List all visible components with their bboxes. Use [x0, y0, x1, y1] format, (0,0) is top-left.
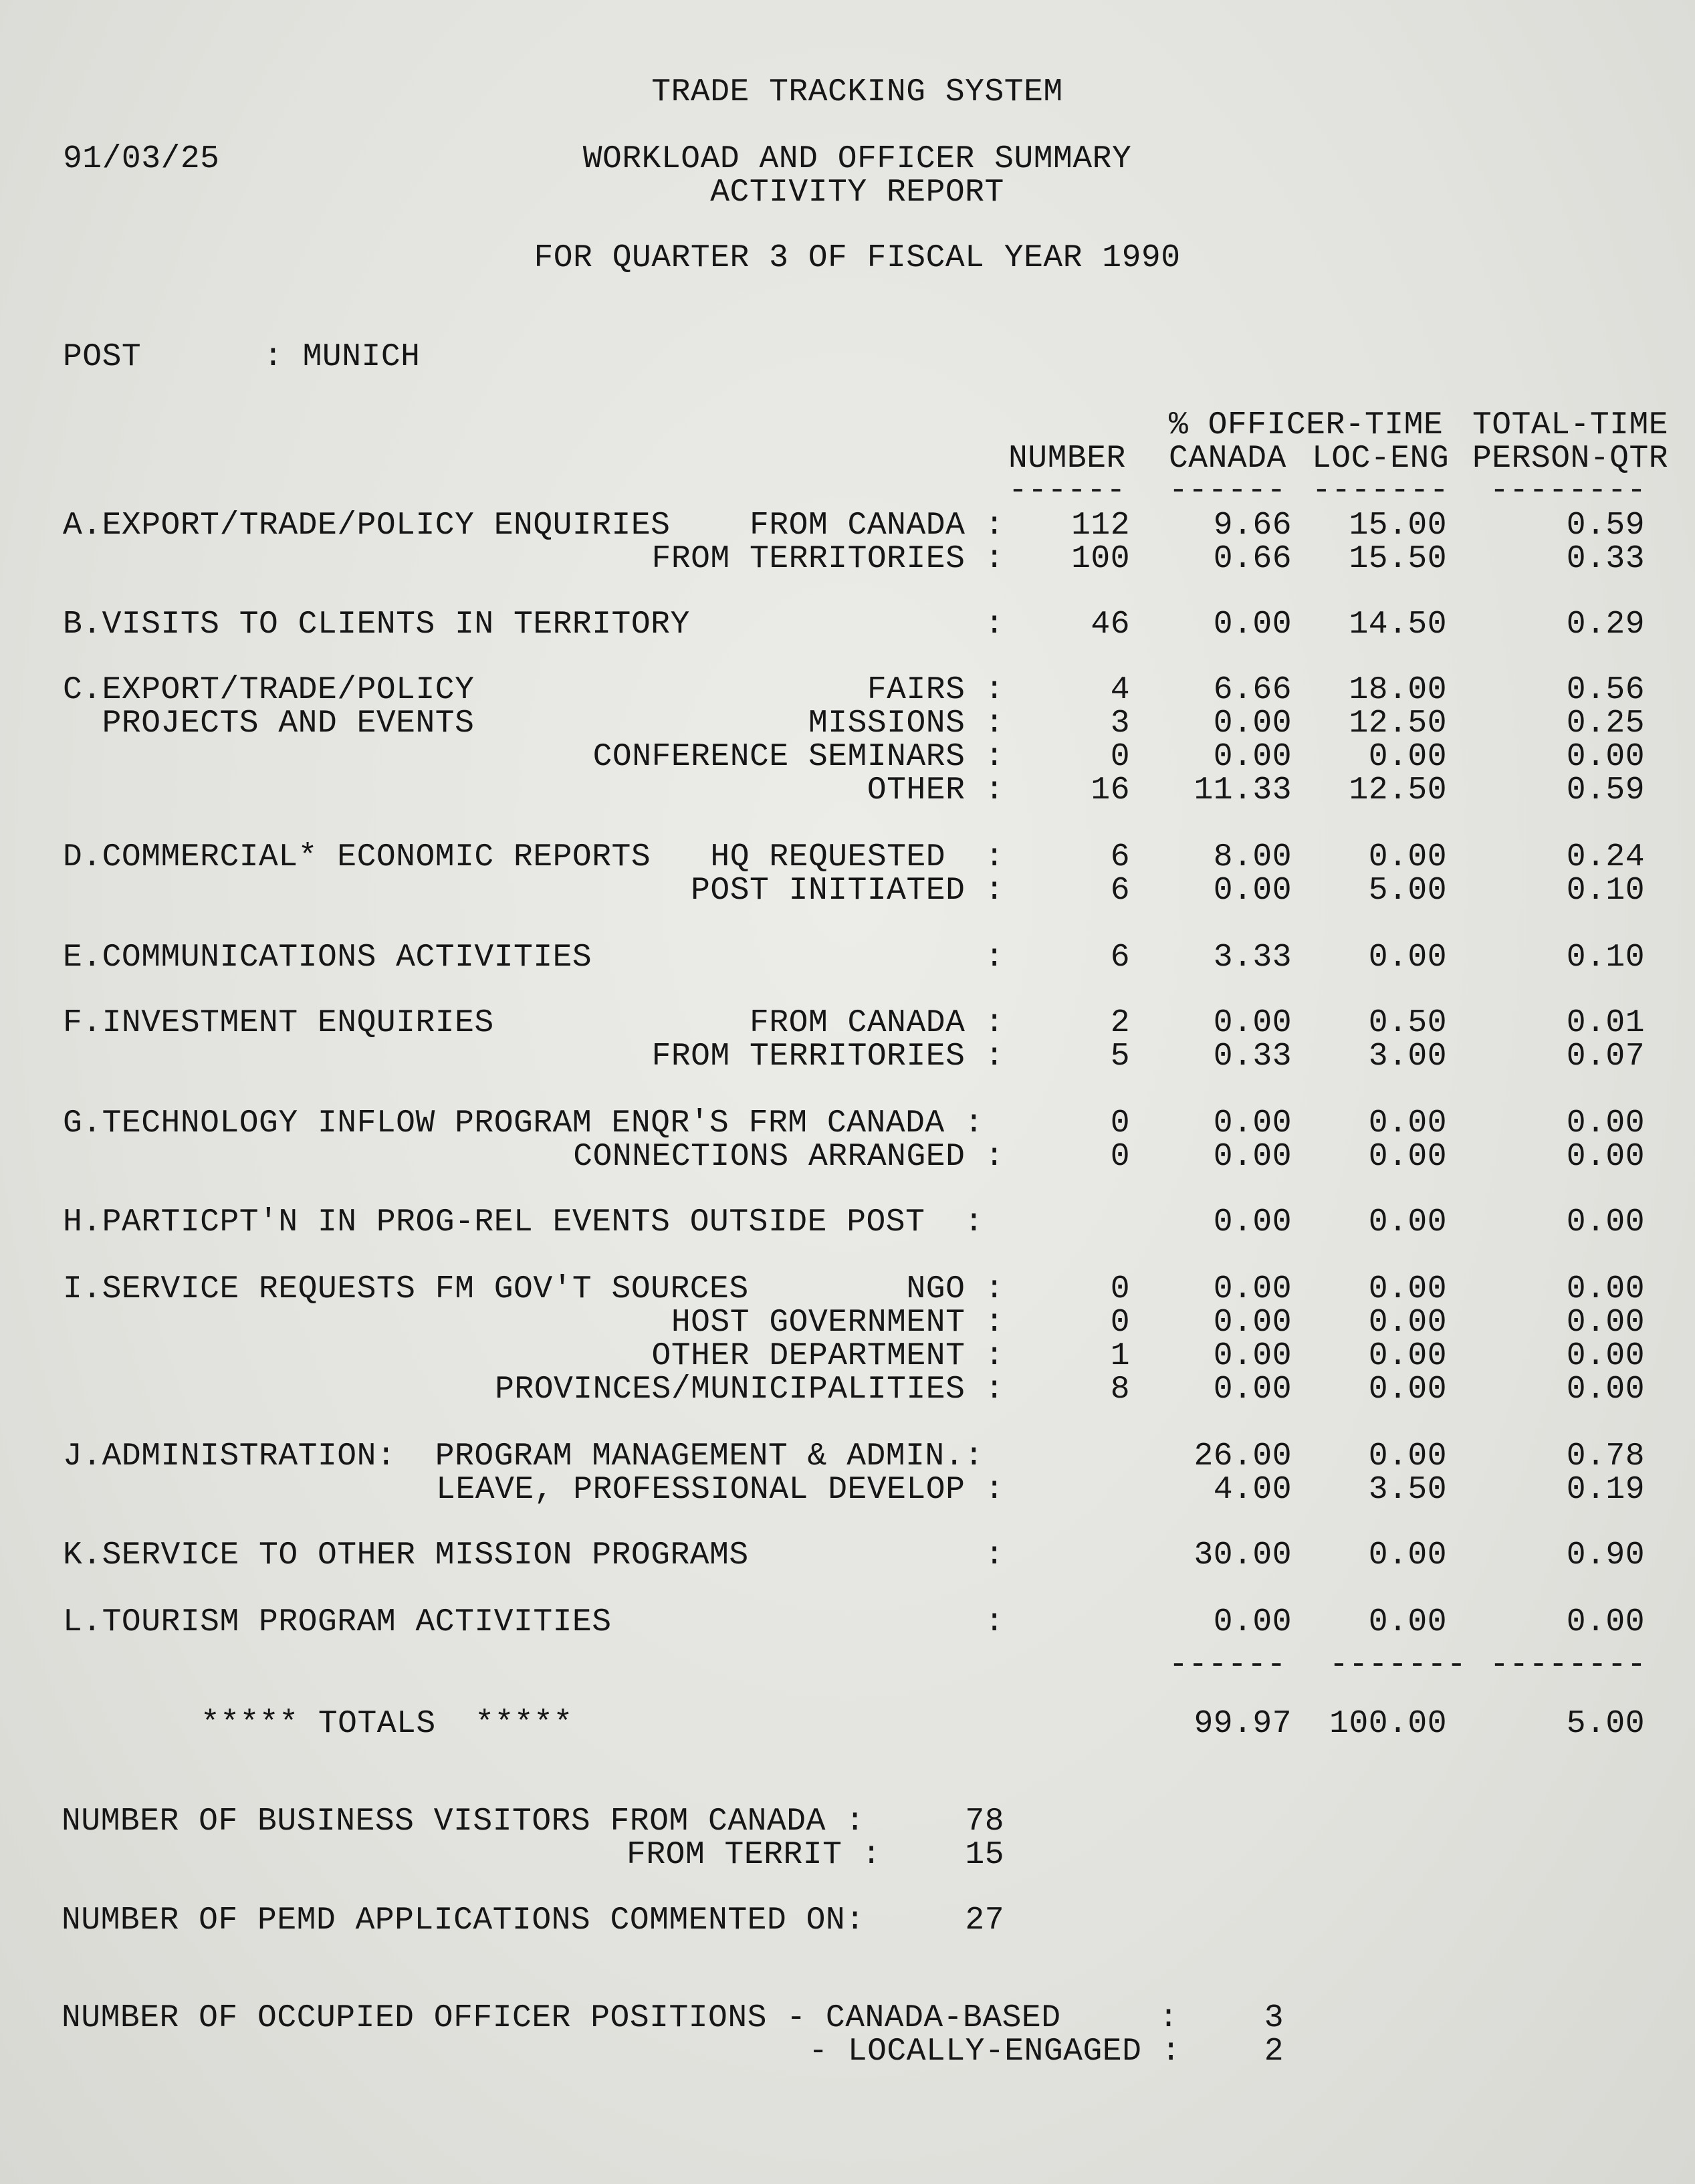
row-canada-pct: 8.00	[1213, 839, 1292, 875]
row-number: 2	[1110, 1005, 1130, 1041]
row-number: 0	[1110, 1105, 1130, 1141]
row-sub-label: :	[984, 1604, 1004, 1640]
row-loceng-pct: 15.50	[1349, 541, 1447, 577]
row-number: 112	[1071, 508, 1130, 544]
row-canada-pct: 0.00	[1213, 705, 1292, 742]
row-loceng-pct: 12.50	[1349, 705, 1447, 742]
row-loceng-pct: 5.00	[1368, 873, 1447, 909]
loceng-rule: -------	[1312, 473, 1450, 509]
totals-loceng-rule: -------	[1329, 1647, 1467, 1683]
row-person-qtr: 0.00	[1566, 739, 1645, 775]
row-sub-label: CONNECTIONS ARRANGED :	[573, 1139, 1004, 1175]
row-canada-pct: 6.66	[1213, 672, 1292, 708]
row-section-label: D.COMMERCIAL* ECONOMIC REPORTS	[63, 839, 651, 875]
row-loceng-pct: 14.50	[1349, 607, 1447, 643]
row-canada-pct: 4.00	[1213, 1472, 1292, 1508]
row-sub-label: FROM TERRITORIES :	[651, 1039, 1004, 1075]
row-person-qtr: 0.10	[1566, 940, 1645, 976]
row-section-label: F.INVESTMENT ENQUIRIES	[63, 1005, 494, 1041]
report-subtitle: ACTIVITY REPORT	[710, 175, 1004, 211]
row-loceng-pct: 0.00	[1368, 1537, 1447, 1573]
row-number: 0	[1110, 739, 1130, 775]
row-sub-label: HQ REQUESTED :	[710, 839, 1004, 875]
row-sub-label: HOST GOVERNMENT :	[671, 1305, 1004, 1341]
row-loceng-pct: 18.00	[1349, 672, 1447, 708]
row-section-label: PROJECTS AND EVENTS	[63, 705, 475, 742]
visitors-from-canada: 78	[965, 1804, 1004, 1840]
row-loceng-pct: 0.00	[1368, 940, 1447, 976]
row-loceng-pct: 0.00	[1368, 1604, 1447, 1640]
row-section-label: C.EXPORT/TRADE/POLICY	[63, 672, 475, 708]
row-sub-label: OTHER :	[867, 772, 1004, 808]
system-title: TRADE TRACKING SYSTEM	[651, 74, 1063, 110]
row-canada-pct: 0.66	[1213, 541, 1292, 577]
row-loceng-pct: 12.50	[1349, 772, 1447, 808]
positions-label: NUMBER OF OCCUPIED OFFICER POSITIONS - CANADA-BASED :	[62, 2000, 1179, 2036]
row-loceng-pct: 15.00	[1349, 508, 1447, 544]
row-canada-pct: 30.00	[1194, 1537, 1292, 1573]
row-section-label: B.VISITS TO CLIENTS IN TERRITORY	[63, 607, 690, 643]
row-loceng-pct: 3.50	[1368, 1472, 1447, 1508]
row-number: 3	[1110, 705, 1130, 742]
officer-time-header: % OFFICER-TIME	[1169, 407, 1444, 443]
row-loceng-pct: 0.50	[1368, 1005, 1447, 1041]
totals-pq-rule: --------	[1490, 1647, 1647, 1683]
report-title: WORKLOAD AND OFFICER SUMMARY	[582, 141, 1132, 177]
row-sub-label: :	[984, 1537, 1004, 1573]
row-number: 0	[1110, 1139, 1130, 1175]
row-canada-pct: 0.33	[1213, 1039, 1292, 1075]
row-sub-label: :	[984, 607, 1004, 643]
row-canada-pct: 0.00	[1213, 1338, 1292, 1374]
row-number: 8	[1110, 1372, 1130, 1408]
row-canada-pct: 0.00	[1213, 1105, 1292, 1141]
row-person-qtr: 0.29	[1566, 607, 1645, 643]
row-person-qtr: 0.33	[1566, 541, 1645, 577]
row-section-label: J.ADMINISTRATION: PROGRAM MANAGEMENT & ADMIN.:	[63, 1438, 984, 1475]
row-sub-label: FAIRS :	[867, 672, 1004, 708]
positions-locally-engaged: 2	[1264, 2034, 1284, 2070]
row-loceng-pct: 0.00	[1368, 1204, 1447, 1240]
row-section-label: K.SERVICE TO OTHER MISSION PROGRAMS	[63, 1537, 749, 1573]
row-loceng-pct: 0.00	[1368, 839, 1447, 875]
totals-label: ***** TOTALS *****	[201, 1706, 573, 1742]
report-period: FOR QUARTER 3 OF FISCAL YEAR 1990	[534, 240, 1181, 276]
canada-header: CANADA	[1169, 441, 1286, 477]
row-canada-pct: 0.00	[1213, 1305, 1292, 1341]
canada-rule: ------	[1169, 473, 1286, 509]
row-canada-pct: 3.33	[1213, 940, 1292, 976]
row-person-qtr: 0.00	[1566, 1338, 1645, 1374]
total-time-header: TOTAL-TIME	[1472, 407, 1669, 443]
row-loceng-pct: 0.00	[1368, 1438, 1447, 1475]
row-person-qtr: 0.90	[1566, 1537, 1645, 1573]
row-section-label: E.COMMUNICATIONS ACTIVITIES	[63, 940, 592, 976]
pemd-label: NUMBER OF PEMD APPLICATIONS COMMENTED ON:	[62, 1902, 865, 1939]
positions-label-local: - LOCALLY-ENGAGED :	[808, 2034, 1181, 2070]
row-section-label: I.SERVICE REQUESTS FM GOV'T SOURCES	[63, 1271, 749, 1307]
totals-personqtr: 5.00	[1566, 1706, 1645, 1742]
row-person-qtr: 0.07	[1566, 1039, 1645, 1075]
totals-canada-rule: ------	[1169, 1647, 1286, 1683]
row-person-qtr: 0.00	[1566, 1139, 1645, 1175]
row-sub-label: POST INITIATED :	[691, 873, 1004, 909]
row-canada-pct: 9.66	[1213, 508, 1292, 544]
row-person-qtr: 0.56	[1566, 672, 1645, 708]
row-canada-pct: 26.00	[1194, 1438, 1292, 1475]
row-number: 16	[1091, 772, 1130, 808]
row-number: 6	[1110, 873, 1130, 909]
totals-canada: 99.97	[1194, 1706, 1292, 1742]
row-sub-label: FROM CANADA :	[750, 1005, 1004, 1041]
row-loceng-pct: 0.00	[1368, 739, 1447, 775]
row-loceng-pct: 0.00	[1368, 1305, 1447, 1341]
row-person-qtr: 0.78	[1566, 1438, 1645, 1475]
pemd-value: 27	[965, 1902, 1004, 1939]
row-person-qtr: 0.00	[1566, 1105, 1645, 1141]
row-loceng-pct: 0.00	[1368, 1271, 1447, 1307]
loceng-header: LOC-ENG	[1312, 441, 1450, 477]
row-number: 1	[1110, 1338, 1130, 1374]
row-number: 5	[1110, 1039, 1130, 1075]
row-person-qtr: 0.00	[1566, 1305, 1645, 1341]
row-canada-pct: 0.00	[1213, 1005, 1292, 1041]
row-canada-pct: 0.00	[1213, 1204, 1292, 1240]
personqtr-header: PERSON-QTR	[1472, 441, 1669, 477]
row-sub-label: :	[984, 940, 1004, 976]
row-person-qtr: 0.59	[1566, 772, 1645, 808]
row-person-qtr: 0.00	[1566, 1372, 1645, 1408]
row-loceng-pct: 0.00	[1368, 1372, 1447, 1408]
row-canada-pct: 0.00	[1213, 1139, 1292, 1175]
row-person-qtr: 0.19	[1566, 1472, 1645, 1508]
totals-loceng: 100.00	[1329, 1706, 1447, 1742]
post-value: : MUNICH	[263, 339, 421, 375]
row-canada-pct: 0.00	[1213, 1271, 1292, 1307]
row-loceng-pct: 0.00	[1368, 1105, 1447, 1141]
row-number: 0	[1110, 1305, 1130, 1341]
row-person-qtr: 0.10	[1566, 873, 1645, 909]
number-header: NUMBER	[1008, 441, 1126, 477]
personqtr-rule: --------	[1490, 473, 1647, 509]
row-sub-label: MISSIONS :	[808, 705, 1004, 742]
row-number: 6	[1110, 940, 1130, 976]
row-person-qtr: 0.00	[1566, 1204, 1645, 1240]
row-loceng-pct: 0.00	[1368, 1139, 1447, 1175]
row-loceng-pct: 0.00	[1368, 1338, 1447, 1374]
row-loceng-pct: 3.00	[1368, 1039, 1447, 1075]
row-number: 46	[1091, 607, 1130, 643]
row-canada-pct: 0.00	[1213, 739, 1292, 775]
row-sub-label: CONFERENCE SEMINARS :	[592, 739, 1004, 775]
row-canada-pct: 0.00	[1213, 1604, 1292, 1640]
post-label: POST	[63, 339, 142, 375]
row-canada-pct: 0.00	[1213, 873, 1292, 909]
row-section-label: L.TOURISM PROGRAM ACTIVITIES	[63, 1604, 612, 1640]
row-person-qtr: 0.59	[1566, 508, 1645, 544]
row-sub-label: FROM CANADA :	[750, 508, 1004, 544]
row-number: 6	[1110, 839, 1130, 875]
row-sub-label: NGO :	[906, 1271, 1004, 1307]
visitors-from-territ: 15	[965, 1837, 1004, 1873]
row-section-label: A.EXPORT/TRADE/POLICY ENQUIRIES	[63, 508, 671, 544]
row-sub-label: LEAVE, PROFESSIONAL DEVELOP :	[436, 1472, 1004, 1508]
row-number: 4	[1110, 672, 1130, 708]
row-person-qtr: 0.01	[1566, 1005, 1645, 1041]
row-canada-pct: 0.00	[1213, 1372, 1292, 1408]
visitors-label-territ: FROM TERRIT :	[627, 1837, 881, 1873]
row-sub-label: FROM TERRITORIES :	[651, 541, 1004, 577]
row-sub-label: OTHER DEPARTMENT :	[651, 1338, 1004, 1374]
row-person-qtr: 0.25	[1566, 705, 1645, 742]
number-rule: ------	[1008, 473, 1126, 509]
row-person-qtr: 0.00	[1566, 1604, 1645, 1640]
row-canada-pct: 0.00	[1213, 607, 1292, 643]
row-number: 100	[1071, 541, 1130, 577]
row-number: 0	[1110, 1271, 1130, 1307]
report-date: 91/03/25	[63, 141, 220, 177]
row-sub-label: PROVINCES/MUNICIPALITIES :	[495, 1372, 1004, 1408]
row-person-qtr: 0.24	[1566, 839, 1645, 875]
row-section-label: G.TECHNOLOGY INFLOW PROGRAM ENQR'S FRM CANADA :	[63, 1105, 984, 1141]
row-person-qtr: 0.00	[1566, 1271, 1645, 1307]
visitors-label: NUMBER OF BUSINESS VISITORS FROM CANADA :	[62, 1804, 865, 1840]
positions-canada-based: 3	[1264, 2000, 1284, 2036]
row-section-label: H.PARTICPT'N IN PROG-REL EVENTS OUTSIDE POST :	[63, 1204, 984, 1240]
row-canada-pct: 11.33	[1194, 772, 1292, 808]
